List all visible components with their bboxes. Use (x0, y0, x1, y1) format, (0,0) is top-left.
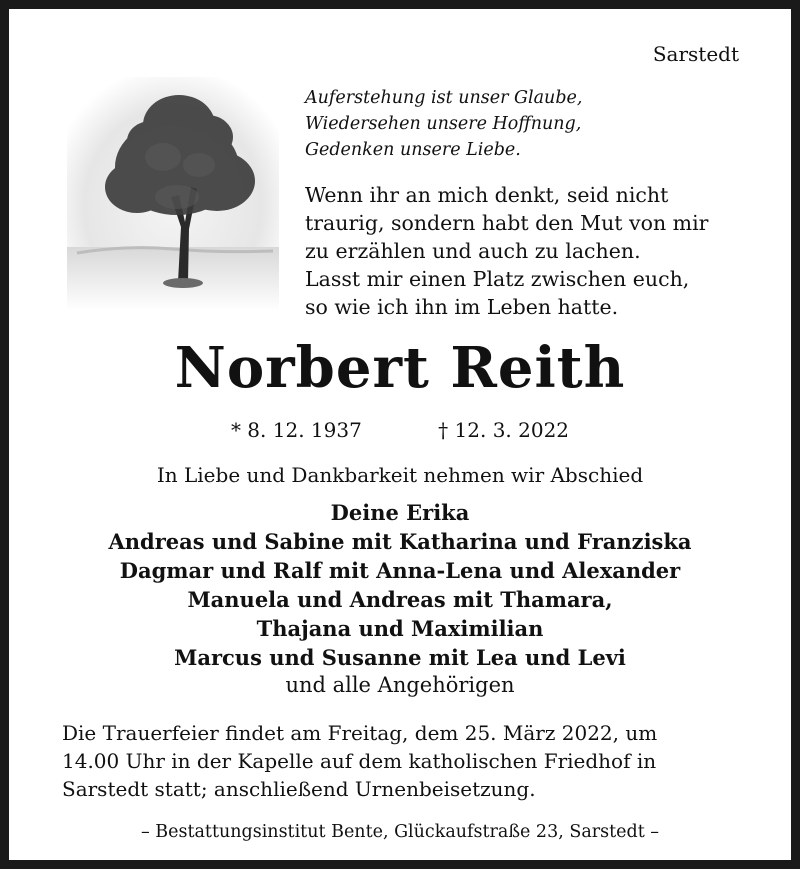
quote-line: Wiedersehen unsere Hoffnung, (305, 114, 582, 134)
death-date: † 12. 3. 2022 (438, 418, 570, 442)
deceased-name: Norbert Reith (174, 335, 626, 401)
relatives-line: und alle Angehörigen (285, 673, 515, 697)
mourner-line: Andreas und Sabine mit Katharina und Franziska (108, 529, 692, 554)
quote-line: Auferstehung ist unser Glaube, (305, 88, 583, 108)
poem (305, 181, 749, 321)
mourner-line: Manuela und Andreas mit Thamara, (187, 587, 613, 612)
location-label: Sarstedt (652, 42, 739, 66)
service-line: 14.00 Uhr in der Kapelle auf dem katholischen Friedhof in (62, 749, 657, 773)
mourner-line: Dagmar und Ralf mit Anna-Lena und Alexander (119, 558, 681, 583)
poem-line: Lasst mir einen Platz zwischen euch, (305, 267, 690, 291)
poem-line: zu erzählen und auch zu lachen. (305, 239, 641, 263)
tree-photo-icon (67, 77, 279, 311)
mourner-line: Marcus und Susanne mit Lea und Levi (174, 645, 626, 670)
poem-line: Wenn ihr an mich denkt, seid nicht (305, 183, 669, 207)
service-info (62, 719, 752, 803)
quote (305, 85, 582, 163)
poem-line: so wie ich ihn im Leben hatte. (305, 295, 619, 319)
poem-line: traurig, sondern habt den Mut von mir (305, 211, 709, 235)
funeral-home: – Bestattungsinstitut Bente, Glückaufstraße 23, Sarstedt – (140, 822, 660, 842)
mourner-line: Thajana und Maximilian (256, 616, 544, 641)
quote-line: Gedenken unsere Liebe. (305, 140, 521, 160)
mourners-list (9, 498, 791, 672)
birth-date: * 8. 12. 1937 (230, 418, 362, 442)
service-line: Die Trauerfeier findet am Freitag, dem 25. März 2022, um (62, 721, 658, 745)
mourner-line: Deine Erika (330, 500, 470, 525)
life-dates (9, 418, 791, 442)
service-line: Sarstedt statt; anschließend Urnenbeisetzung. (62, 777, 536, 801)
farewell-text: In Liebe und Dankbarkeit nehmen wir Abschied (156, 463, 644, 487)
